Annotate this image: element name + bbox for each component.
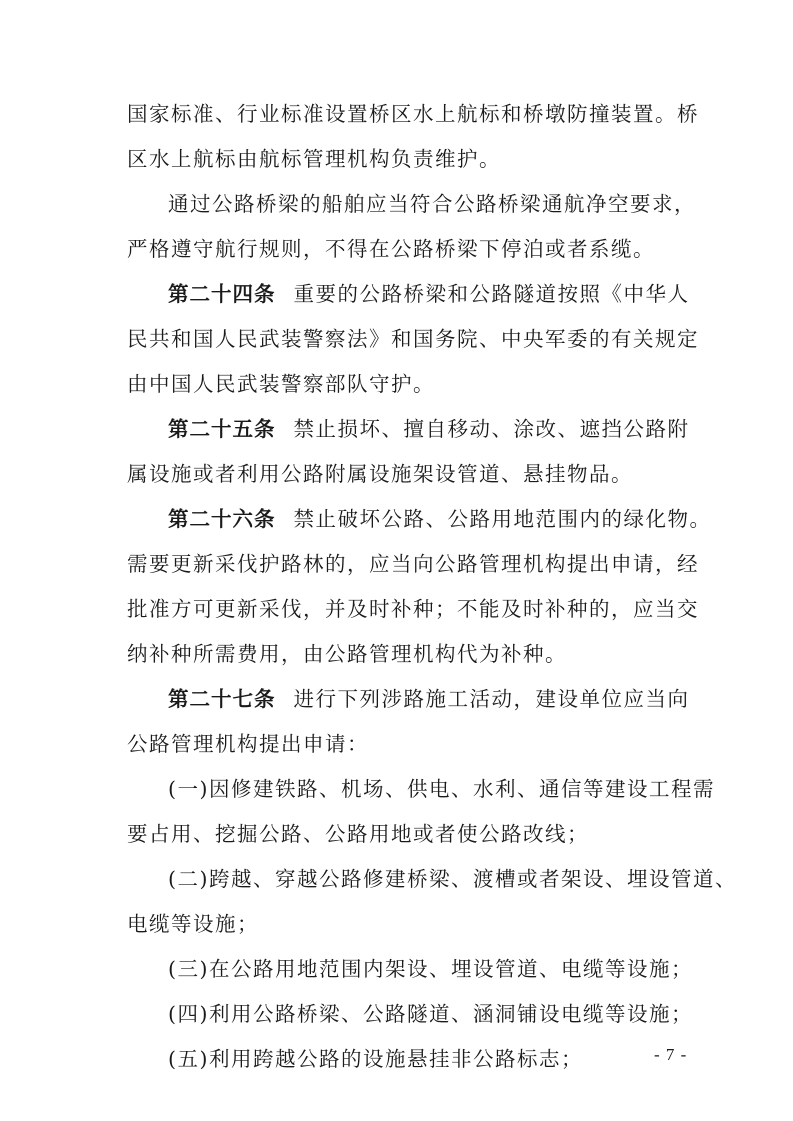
article-25-label: 第二十五条 <box>168 417 276 441</box>
text-line: 纳补种所需费用，由公路管理机构代为补种。 <box>127 642 567 666</box>
article-24-text: 重要的公路桥梁和公路隧道按照《中华人 <box>293 282 690 306</box>
article-26-line <box>168 505 728 533</box>
text-line: 需要更新采伐护路林的，应当向公路管理机构提出申请，经 <box>127 552 699 576</box>
list-item: (二)跨越、穿越公路修建桥梁、渡槽或者架设、埋设管道、 <box>168 867 737 891</box>
list-item: (一)因修建铁路、机场、供电、水利、通信等建设工程需 <box>168 777 715 801</box>
article-27-text: 进行下列涉路施工活动，建设单位应当向 <box>293 687 690 711</box>
text-line: 公路管理机构提出申请： <box>127 732 369 756</box>
text-line: 区水上航标由航标管理机构负责维护。 <box>127 147 501 171</box>
text-line: 国家标准、行业标准设置桥区水上航标和桥墩防撞装置。桥 <box>127 102 699 126</box>
text-line: 属设施或者利用公路附属设施架设管道、悬挂物品。 <box>127 462 633 486</box>
article-27-line <box>168 685 728 713</box>
article-26-text: 禁止破坏公路、公路用地范围内的绿化物。 <box>293 507 712 531</box>
article-25-text: 禁止损坏、擅自移动、涂改、遮挡公路附 <box>293 417 690 441</box>
page-number: - 7 - <box>654 1045 688 1064</box>
text-line: 批准方可更新采伐，并及时补种；不能及时补种的，应当交 <box>127 597 699 621</box>
text-line: 要占用、挖掘公路、公路用地或者使公路改线； <box>127 822 589 846</box>
article-27-label: 第二十七条 <box>168 687 276 711</box>
list-item: (四)利用公路桥梁、公路隧道、涵洞铺设电缆等设施； <box>168 1002 693 1026</box>
text-line: 严格遵守航行规则，不得在公路桥梁下停泊或者系缆。 <box>127 237 655 261</box>
article-24-line <box>168 280 728 308</box>
list-item: (五)利用跨越公路的设施悬挂非公路标志； <box>168 1047 583 1071</box>
article-24-label: 第二十四条 <box>168 282 276 306</box>
article-26-label: 第二十六条 <box>168 507 276 531</box>
text-line: 通过公路桥梁的船舶应当符合公路桥梁通航净空要求， <box>168 192 696 216</box>
text-line: 由中国人民武装警察部队守护。 <box>127 372 435 396</box>
list-item: (三)在公路用地范围内架设、埋设管道、电缆等设施； <box>168 957 693 981</box>
text-line: 民共和国人民武装警察法》和国务院、中央军委的有关规定 <box>127 327 699 351</box>
article-25-line <box>168 415 728 443</box>
text-line: 电缆等设施； <box>127 912 259 936</box>
